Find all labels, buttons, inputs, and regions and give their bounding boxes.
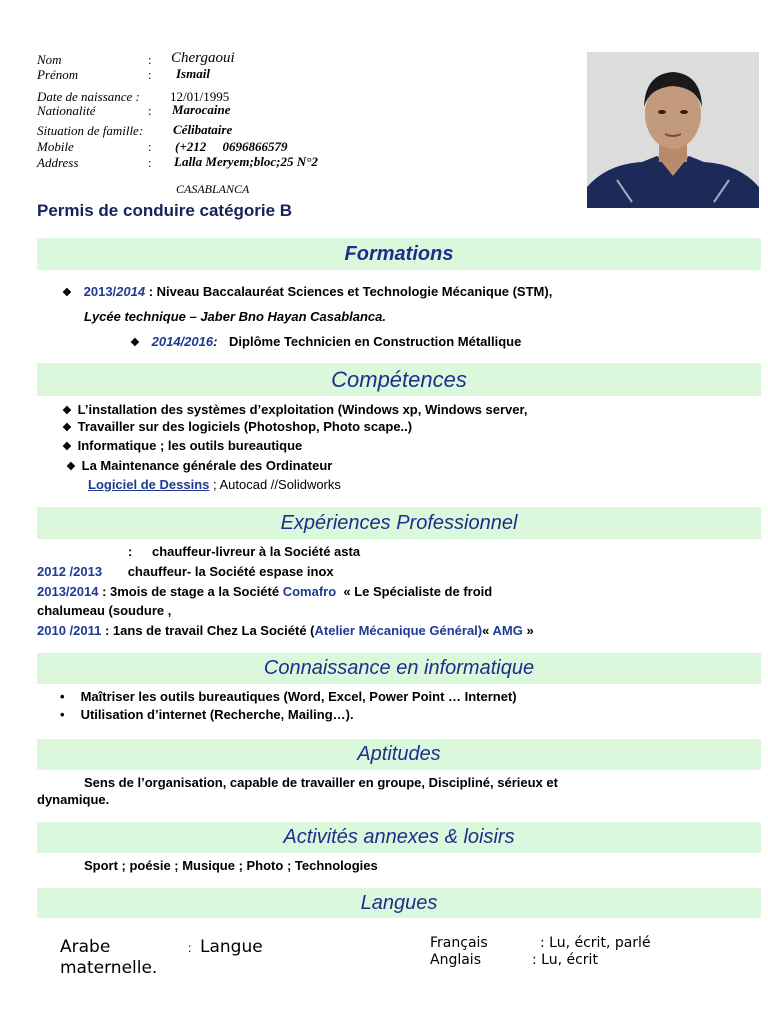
competence-2-text: Travailler sur des logiciels (Photoshop, Photo scape..)	[77, 419, 413, 434]
section-informatique	[37, 653, 761, 684]
section-experiences	[37, 507, 761, 539]
nom-colon: :	[148, 52, 152, 67]
experience-2	[37, 564, 334, 579]
formation-1-school: Lycée technique – Jaber Bno Hayan Casablanca.	[84, 309, 387, 324]
prenom-value: Ismail	[176, 66, 210, 81]
section-loisirs-title: Activités annexes & loisirs	[283, 826, 515, 848]
langue-anglais-value: : Lu, écrit	[532, 952, 598, 968]
section-informatique-title: Connaissance en informatique	[263, 657, 535, 679]
formation-2-text: Diplôme Technicien en Construction Métallique	[229, 334, 522, 349]
nom-value: Chergaoui	[171, 50, 235, 66]
formation-2-year: 2014/2016	[151, 334, 214, 349]
section-competences	[37, 363, 761, 396]
experience-1-colon: :	[128, 544, 133, 559]
address-label: Address	[37, 155, 79, 170]
nationalite-colon: :	[148, 103, 152, 118]
nom-label: Nom	[37, 52, 62, 67]
section-langues-title: Langues	[360, 892, 438, 914]
competence-3-text: Informatique ; les outils bureautique	[77, 438, 303, 453]
aptitudes-line-1: Sens de l’organisation, capable de travailler en groupe, Discipliné, sérieux et	[84, 775, 558, 790]
competence-4-text: La Maintenance générale des Ordinateur	[81, 458, 333, 473]
experience-3-company: Comafro	[282, 584, 337, 599]
informatique-2-text: Utilisation d’internet (Recherche, Mailing…).	[80, 707, 354, 722]
formation-item-2	[130, 334, 521, 349]
section-langues	[37, 888, 761, 918]
formation-2-colon: :	[213, 334, 218, 349]
experience-2-text: chauffeur- la Société espase inox	[127, 564, 334, 579]
competence-item-5	[88, 477, 341, 492]
loisirs-text: Sport ; poésie ; Musique ; Photo ; Technologies	[84, 858, 378, 873]
experience-1-text: chauffeur-livreur à la Société asta	[151, 544, 361, 559]
section-aptitudes-title: Aptitudes	[357, 743, 441, 765]
permis-text: Permis de conduire catégorie B	[37, 201, 293, 220]
langue-anglais: Anglais	[430, 952, 481, 968]
langue-arabe-maternelle: maternelle.	[60, 958, 158, 978]
situation-label: Situation de famille:	[37, 123, 144, 138]
diamond-bullet-icon: ❖	[62, 287, 72, 299]
competence-item-4	[66, 458, 332, 473]
competence-item-3	[62, 438, 302, 453]
section-experiences-title: Expériences Professionnel	[280, 512, 518, 534]
informatique-item-1	[60, 689, 517, 704]
address-city: CASABLANCA	[176, 182, 250, 196]
formation-item-1	[62, 284, 552, 299]
diamond-bullet-icon: ❖	[62, 441, 72, 453]
experience-1	[128, 544, 360, 559]
bullet-icon: •	[60, 689, 65, 704]
mobile-colon: :	[148, 139, 152, 154]
experience-2-year: 2012 /2013	[37, 564, 103, 579]
experience-3-desc: « Le Spécialiste de froid	[336, 584, 493, 599]
section-loisirs	[37, 822, 761, 853]
formation-1-year-end: 2014	[116, 284, 146, 299]
logiciel-dessins-link[interactable]: Logiciel de Dessins	[88, 477, 210, 492]
section-formations-title: Formations	[344, 243, 454, 265]
experience-4-company: Atelier Mécanique Général)	[314, 623, 483, 638]
diamond-bullet-icon: ❖	[62, 422, 72, 434]
naissance-value: 12/01/1995	[170, 89, 230, 104]
langue-francais: Français	[430, 935, 488, 951]
experience-3	[37, 584, 492, 599]
address-colon: :	[148, 155, 152, 170]
address-value: Lalla Meryem;bloc;25 N°2	[174, 154, 318, 169]
naissance-label: Date de naissance :	[37, 89, 140, 104]
prenom-label: Prénom	[37, 67, 79, 82]
nationalite-label: Nationalité	[37, 103, 96, 118]
diamond-bullet-icon: ❖	[66, 461, 76, 473]
experience-4-year: 2010 /2011	[37, 623, 102, 638]
competence-item-2	[62, 419, 412, 434]
informatique-1-text: Maîtriser les outils bureautiques (Word, Excel, Power Point … Internet)	[80, 689, 517, 704]
prenom-colon: :	[148, 67, 152, 82]
profile-photo	[587, 52, 759, 208]
langue-arabe-colon: :	[188, 941, 192, 955]
section-formations	[37, 238, 761, 270]
nationalite-value: Marocaine	[172, 102, 231, 117]
langue-francais-value: : Lu, écrit, parlé	[540, 935, 651, 951]
competence-item-1	[62, 402, 527, 417]
diamond-bullet-icon: ❖	[130, 337, 140, 349]
langue-arabe-langue: Langue	[200, 937, 263, 957]
bullet-icon: •	[60, 707, 65, 722]
mobile-value: (+212 0696866579	[175, 139, 288, 154]
experience-4	[37, 623, 534, 638]
situation-value: Célibataire	[173, 122, 233, 137]
experience-4-amg: AMG	[492, 623, 523, 638]
experience-3-text: : 3mois de stage a la Société	[98, 584, 283, 599]
aptitudes-line-2: dynamique.	[37, 792, 110, 807]
informatique-item-2	[60, 707, 354, 722]
diamond-bullet-icon: ❖	[62, 405, 72, 417]
langue-arabe: Arabe	[60, 937, 111, 957]
experience-4-quote-close: »	[522, 623, 534, 638]
section-competences-title: Compétences	[331, 367, 467, 392]
formation-1-year-start: 2013/	[83, 284, 117, 299]
formation-1-text: : Niveau Baccalauréat Sciences et Technologie Mécanique (STM),	[145, 284, 553, 299]
mobile-label: Mobile	[37, 139, 74, 154]
competence-5-text: ; Autocad //Solidworks	[209, 477, 341, 492]
experience-4-quote-open: «	[482, 623, 493, 638]
experience-3-year: 2013/2014	[37, 584, 99, 599]
experience-4-text: : 1ans de travail Chez La Société (	[101, 623, 315, 638]
section-aptitudes	[37, 739, 761, 770]
competence-1-text: L’installation des systèmes d’exploitation (Windows xp, Windows server,	[77, 402, 528, 417]
experience-3-cont: chalumeau (soudure ,	[37, 603, 172, 618]
